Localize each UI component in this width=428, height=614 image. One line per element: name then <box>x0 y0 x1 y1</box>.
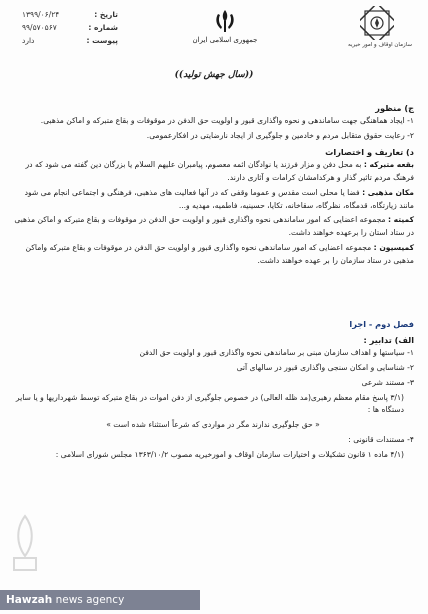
letter-meta <box>22 8 118 47</box>
section-heading: د) تعاریف و اختصارات <box>325 147 414 158</box>
meta-value: ۱۳۹۹/۰۶/۲۴ <box>22 10 60 19</box>
paragraph: ۱- ایجاد هماهنگی جهت ساماندهی و نحوه واگذاری قبور و اولویت حق الدفن در موقوفات و بقاع متبرکه و اماکن مذهبی. <box>40 115 414 125</box>
section-heading: ج) منظور <box>375 103 414 113</box>
paragraph: ۴- مستندات قانونی : <box>348 434 414 444</box>
section-spacer <box>12 270 414 318</box>
definition-text: فضا یا محلی است مقدس و عموما وقفی که در آنها فعالیت های مذهبی، فرهنگی و اجتماعی انجام می شود مانند زیارتگاه، قدمگاه، نظرگاه، سقاخانه، تکایا، حسینیه، فاطمیه، مهدیه و... <box>24 187 414 210</box>
meta-row <box>22 34 118 47</box>
watermark-text: news agency <box>52 594 125 606</box>
paragraph: ۳- مستند شرعی <box>361 377 414 387</box>
definition-term: مکان مذهبی : <box>362 187 414 197</box>
organization-seal-icon <box>360 6 394 40</box>
meta-value: دارد <box>22 36 35 45</box>
definition-term: کمیته : <box>388 215 414 225</box>
section-heading: الف) تدابیر : <box>363 335 414 346</box>
paragraph: ۱- سیاستها و اهداف سازمان مبنی بر ساماندهی نحوه واگذاری قبور و اولویت حق الدفن <box>139 348 414 358</box>
definition-item <box>12 242 414 268</box>
organization-name: سازمان اوقاف و امور خیریه <box>348 42 412 48</box>
iran-emblem-icon <box>212 8 238 34</box>
paragraph: « حق جلوگیری ندارند مگر در مواردی که شرعاً استثناء شده است » <box>106 420 320 430</box>
meta-key: پیوست : <box>86 36 118 45</box>
definition-item <box>12 187 414 213</box>
paragraph: (۳/۱ پاسخ مقام معظم رهبری(مد ظله العالی) در خصوص جلوگیری از دفن اموات در بقاع متبرکه توسط شهرداریها و یا سایر دستگاه ها : <box>15 392 404 415</box>
definition-item <box>12 159 414 185</box>
watermark-brand: Hawzah <box>6 594 53 606</box>
meta-row <box>22 21 118 34</box>
definition-text: مجموعه اعضایی که امور ساماندهی نحوه واگذاری قبور و اولویت حق الدفن در موقوفات و بقاع متبرکه واماکن مذهبی در ستاد سازمان را بر عهده خواهند داشت. <box>25 242 414 265</box>
paragraph: (۴/۱ ماده ۱ قانون تشکیلات و اختیارات سازمان اوقاف و امورخیریه مصوب ۱۳۶۳/۱۰/۲ مجلس شورای اسلامی : <box>55 449 404 459</box>
watermark-logo-icon <box>8 514 42 574</box>
document-body <box>12 98 414 464</box>
definition-term: بقعه متبرکه : <box>363 160 414 170</box>
meta-key: تاریخ : <box>94 10 118 19</box>
paragraph: ۲- شناسایی و امکان سنجی واگذاری قبور در سالهای آتی <box>236 362 414 372</box>
news-agency-watermark <box>0 590 200 610</box>
definition-item <box>12 214 414 240</box>
meta-key: شماره : <box>88 23 118 32</box>
paragraph: ۲- رعایت حقوق متقابل مردم و خادمین و جلوگیری از ایجاد نارضایتی در افکارعمومی. <box>146 130 414 140</box>
definition-text: به محل دفن و مزار فرزند یا نوادگان ائمه معصوم، پیامبران علیهم السلام یا بزرگان دین گفته می شود که در فرهنگ مردم تاثیر گذار و هرکدامشان کرامات و آثاری دارند. <box>25 160 414 182</box>
definition-text: مجموعه اعضایی که امور ساماندهی نحوه واگذاری قبور و اولویت حق الدفن در موقوفات و بقاع متبرکه و اماکن مذهبی در ستاد استان را برعهده خواهند داشت. <box>14 215 414 238</box>
chapter-heading: فصل دوم - اجرا <box>349 318 414 329</box>
year-motto: ((سال جهش تولید)) <box>174 70 254 80</box>
meta-row <box>22 8 118 21</box>
government-title: جمهوری اسلامی ایران <box>192 36 258 44</box>
definition-term: کمیسیون : <box>373 242 414 252</box>
meta-value: ۹۹/۵۷۰۵۶۷ <box>22 23 57 32</box>
